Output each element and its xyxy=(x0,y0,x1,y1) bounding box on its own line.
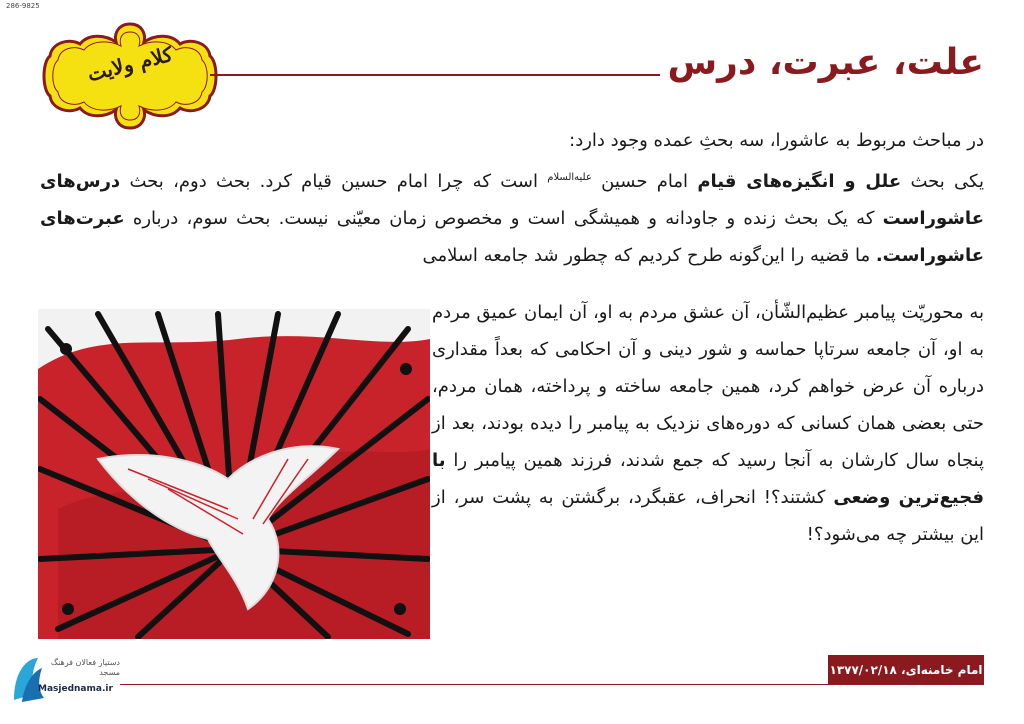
page-title: علت، عبرت، درس xyxy=(667,42,984,83)
header-divider xyxy=(210,74,660,76)
paragraph-intro: در مباحث مربوط به عاشورا، سه بحثِ عمده وجود دارد: یکی بحث علل و انگیزه‌های قیام امام حسین $^{علیه‌السلام}$ است که چرا امام حسین قیام کرد. بحث دوم، بحث درس‌های عاشوراست که یک بحث زنده و جاودانه و همیشگی است و مخصوص زمان معیّنی نیست. بحث سوم، درباره عبرت‌های عاشوراست. ما قضیه را این‌گونه طرح کردیم که چطور شد جامعه اسلامی xyxy=(40,130,984,266)
illustration-dove xyxy=(38,309,430,639)
citation-badge: امام خامنه‌ای، ۱۳۷۷/۰۲/۱۸ xyxy=(828,655,984,685)
paragraph-body: به محوریّت پیامبر عظیم‌الشّأن، آن عشق مردم به او، آن ایمان عمیق مردم به او، آن جامعه سرتاپا حماسه و شور دینی و آن احکامی که بعداً مقداری درباره آن عرض خواهم کرد، همین جامعه ساخته و پرداخته، همان مردم، حتی بعضی همان کسانی که دوره‌های نزدیک به پیامبر را دیده بودند، بعد از پنجاه سال کارشان به آنجا رسید که جمع شدند، فرزند همین پیامبر را با فجیع‌ترین وضعی کشتند؟! انحراف، عقبگرد، برگشتن به پشت سر، از این بیشتر چه می‌شود؟! xyxy=(432,302,984,545)
logo-subtitle: دستیار فعالان فرهنگ مسجد xyxy=(50,658,120,677)
logo-url[interactable]: Masjednama.ir xyxy=(38,684,113,694)
footer-divider xyxy=(120,684,828,685)
page-code: 286-9825 xyxy=(6,2,40,10)
badge-title: کلام ولایت xyxy=(84,41,176,87)
honorific-glyph: علیه‌السلام xyxy=(547,172,592,183)
